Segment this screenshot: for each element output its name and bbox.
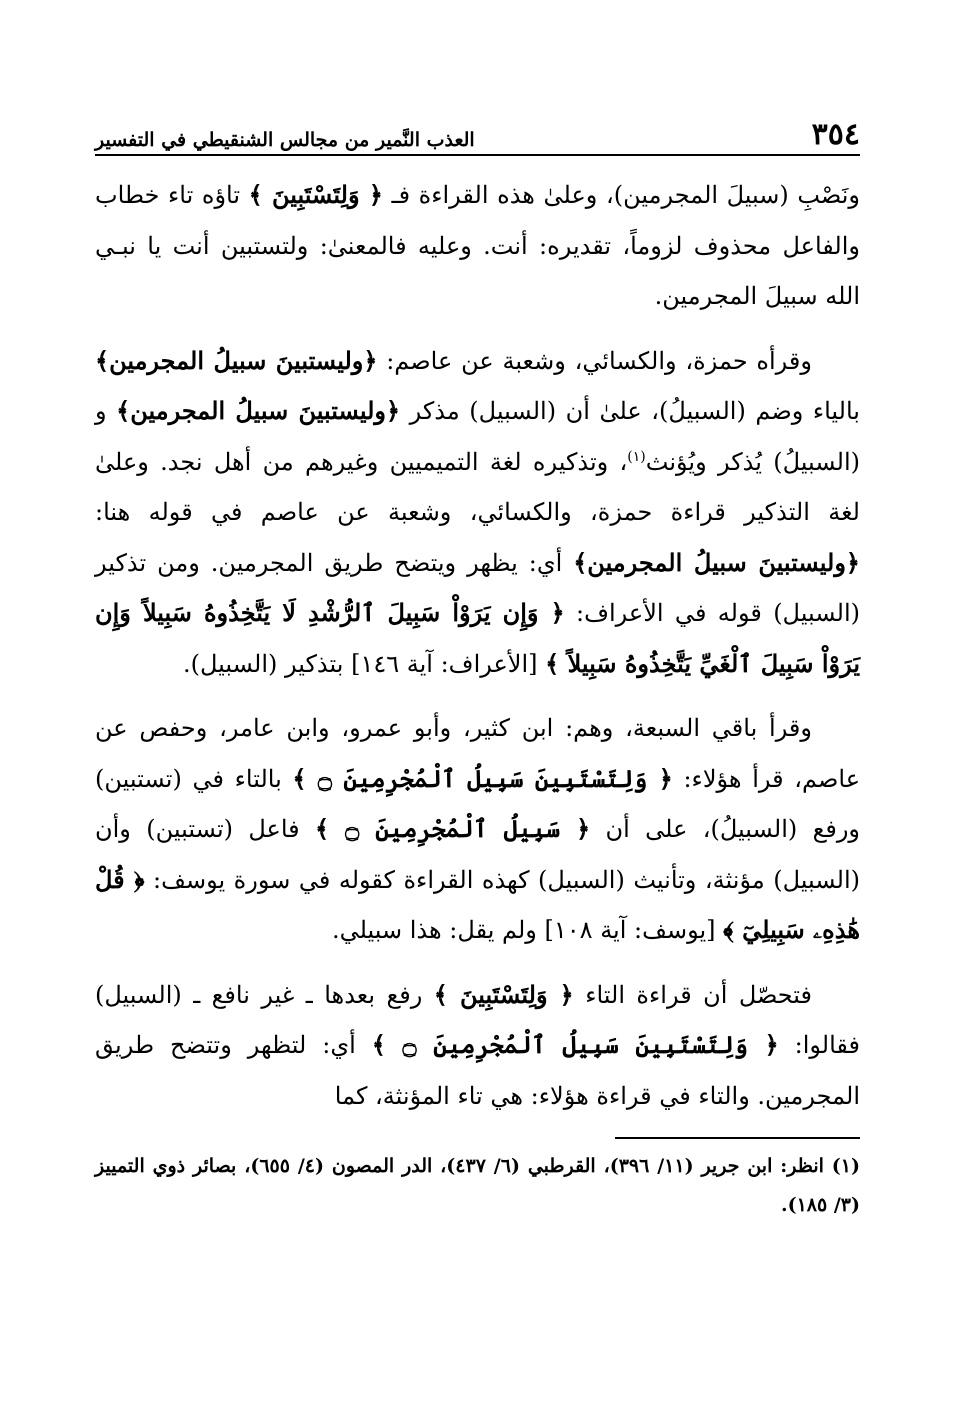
paragraph-3 <box>95 703 860 956</box>
quran-quote: ﴿ وَلِتَسْتَبِينَ سَبِيلُ ٱلْمُجْرِمِينَ ۝ ﴾ <box>292 763 673 793</box>
page <box>95 110 860 1244</box>
quran-quote: ﴿ سَبِيلُ ٱلْمُجْرِمِينَ ۝ ﴾ <box>314 814 591 843</box>
quran-quote: ﴿ وَلِتَسْتَبِينَ ﴾ <box>248 180 383 209</box>
paragraph-4 <box>95 970 860 1122</box>
footnote-divider <box>615 1137 860 1139</box>
text-segment: فاعل (تستبين) وأن (السبيل) مؤنثة، وتأنيث (السبيل) كهذه القراءة كقوله في سورة يوسف: <box>95 815 860 894</box>
paragraph-2 <box>95 336 860 690</box>
text-segment: [الأعراف: آية ١٤٦] بتذكير (السبيل). <box>182 649 538 678</box>
text-segment: رفع بعدها ـ غير نافع ـ (السبيل) فقالوا: <box>95 980 860 1059</box>
quran-quote: ﴿ وَلِتَسْتَبِينَ ﴾ <box>433 979 574 1009</box>
quran-quote: ﴿ قُلْ هَٰذِهِۦ سَبِيلِيٓ ﴾ <box>95 864 860 944</box>
text-segment: فتحصّل أن قراءة التاء <box>585 980 813 1009</box>
text-segment: ، وتذكيره لغة التميميين وغيرهم من أهل نجد. وعلىٰ لغة التذكير قراءة حمزة، والكسائي، وشعبة عن عاصم في قوله هنا: <box>95 447 860 526</box>
footnote: (١) انظر: ابن جرير (١١/ ٣٩٦)، القرطبي (٦/ ٤٣٧)، الدر المصون (٤/ ٦٥٥)، بصائر ذوي التمييز (٣/ ١٨٥). <box>95 1155 860 1216</box>
text-segment: بالتاء في (تستبين) ورفع (السبيلُ)، على أن <box>95 764 860 843</box>
text-segment: [يوسف: آية ١٠٨] ولم يقل: هذا سبيلي. <box>331 916 716 944</box>
quran-quote: ﴿ وَإِن يَرَوْاْ سَبِيلَ ٱلرُّشْدِ لَا يَتَّخِذُوهُ سَبِيلاً وَإِن يَرَوْاْ سَبِيلَ ٱلْغَيِّ يَتَّخِذُوهُ سَبِيلاً ﴾ <box>95 598 860 678</box>
footnote-marker[interactable]: (١) <box>627 448 646 465</box>
main-text <box>95 170 860 1121</box>
text-segment: بالياء وضم (السبيلُ)، علىٰ أن (السبيل) مذكر <box>409 397 860 425</box>
text-segment: أي: يظهر ويتضح طريق المجرمين. ومن تذكير (السبيل) قوله في الأعراف: <box>95 548 860 627</box>
text-segment: تاؤه تاء خطاب والفاعل محذوف لزوماً، تقديره: أنت. وعليه فالمعنىٰ: ولتستبين أنت يا نبـي الله سبيلَ المجرمين. <box>95 181 860 310</box>
paragraph-1 <box>95 170 860 322</box>
text-segment: وقرأه حمزة، والكسائي، وشعبة عن عاصم: <box>386 346 812 375</box>
quran-quote: ﴿ وَلِتَسْتَبِينَ سَبِيلُ ٱلْمُجْرِمِينَ ۝ ﴾ <box>371 1030 779 1059</box>
page-number: ٣٥٤ <box>811 117 860 152</box>
text-segment: أي: لتظهر وتتضح طريق المجرمين. والتاء في قراءة هؤلاء: هي تاء المؤنثة، كما <box>95 1031 860 1110</box>
text-segment: ونَصْبِ (سبيلَ المجرمين)، وعلىٰ هذه القراءة فـ <box>391 181 860 209</box>
reading-quote: ﴿وليستبينَ سبيلُ المجرمين﴾ <box>573 547 860 577</box>
running-title: العذب النَّمير من مجالس الشنقيطي في التفسير <box>95 129 475 151</box>
text-segment: و (السبيلُ) يُذكر ويُؤنث <box>95 397 860 476</box>
reading-quote: ﴿وليستبينَ سبيلُ المجرمين﴾ <box>116 396 401 425</box>
text-segment: وقرأ باقي السبعة، وهم: ابن كثير، وأبو عمرو، وابن عامر، وحفص عن عاصم، قرأ هؤلاء: <box>95 714 861 793</box>
reading-quote: ﴿وليستبينَ سبيلُ المجرمين﴾ <box>95 345 378 375</box>
page-header <box>95 110 860 156</box>
